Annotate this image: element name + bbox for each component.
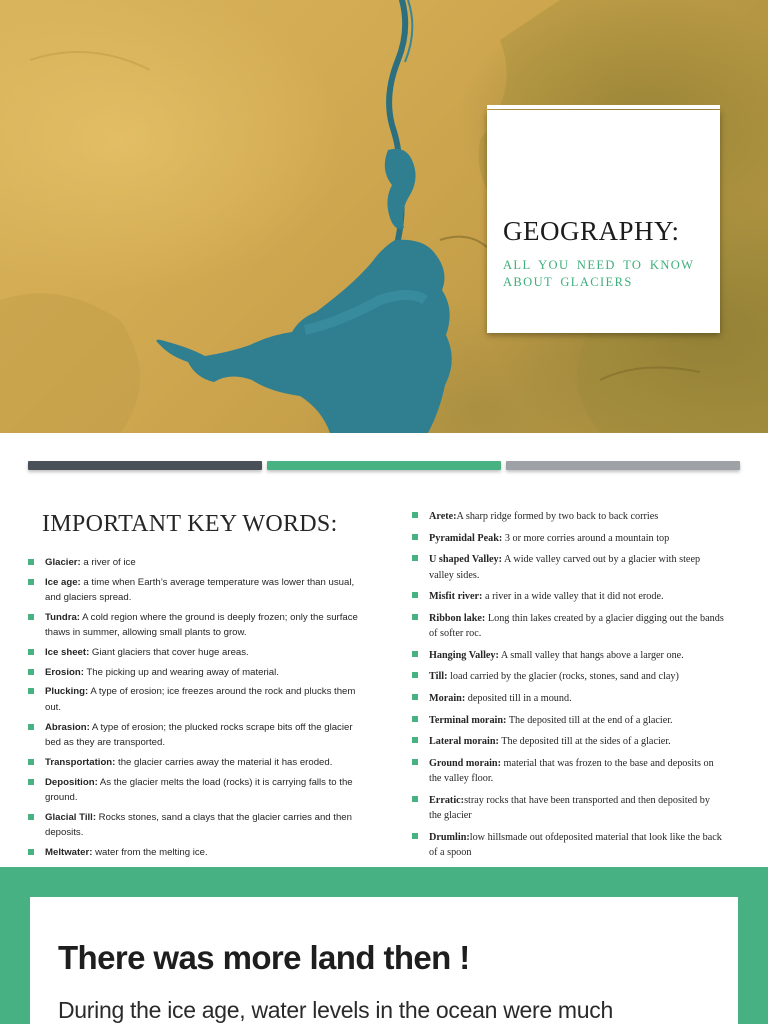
list-item [28, 575, 364, 606]
term: Till: [429, 671, 448, 683]
term: Morain: [429, 692, 466, 704]
bullet-square-icon [412, 694, 418, 700]
list-item [412, 509, 724, 524]
definition: a time when Earth’s average temperature was lower than usual, and glaciers spread. [45, 576, 355, 604]
list-item [28, 645, 364, 661]
list-item [412, 669, 724, 684]
list-item [28, 810, 364, 841]
definition: a river of ice [80, 557, 136, 568]
definition: stray rocks that have been transported and then deposited by the glacier [429, 794, 710, 822]
list-item [412, 691, 724, 706]
list-item [28, 684, 364, 715]
bullet-square-icon [28, 779, 34, 785]
term: Tundra: [45, 611, 80, 623]
definition: deposited till in a mound. [465, 692, 572, 704]
title-slide [0, 0, 768, 433]
list-item [28, 720, 364, 751]
term: Pyramidal Peak: [429, 532, 503, 544]
term: Ice sheet: [45, 647, 90, 659]
title-card-top-rule [487, 105, 720, 109]
list-item [28, 775, 364, 806]
bullet-square-icon [412, 759, 418, 765]
land-text: During the ice age, water levels in the ocean were much [58, 997, 613, 1023]
definition: 3 or more corries around a mountain top [502, 532, 670, 544]
key-words-heading: IMPORTANT KEY WORDS: [42, 511, 338, 537]
bullet-square-icon [28, 649, 34, 655]
lake-shape [156, 240, 451, 433]
bullet-square-icon [28, 724, 34, 730]
bullet-square-icon [28, 669, 34, 675]
bullet-square-icon [28, 614, 34, 620]
list-item [28, 610, 364, 641]
bullet-square-icon [28, 559, 34, 565]
list-item [28, 845, 364, 861]
list-item [412, 713, 724, 728]
term: Plucking: [45, 686, 89, 698]
definition: A type of erosion; ice freezes around the rock and plucks them out. [45, 686, 356, 713]
list-item [412, 830, 724, 861]
term: Ground morain: [429, 757, 501, 769]
term: Ice age: [45, 576, 81, 588]
bullet-square-icon [412, 833, 418, 839]
term: Ribbon lake: [429, 612, 486, 624]
definition: Long thin lakes created by a glacier digging out the bands of softer roc. [429, 612, 724, 640]
bullet-square-icon [412, 614, 418, 620]
term: Erosion: [45, 666, 84, 678]
term: Terminal morain: [429, 714, 507, 726]
term: U shaped Valley: [429, 554, 503, 566]
definition: A small valley that hangs above a larger one. [498, 649, 684, 661]
list-item [28, 555, 364, 571]
list-item [412, 611, 724, 642]
term: Transportation: [45, 756, 116, 768]
bullet-square-icon [28, 579, 34, 585]
content-panel [30, 897, 738, 1024]
list-item [412, 756, 724, 787]
bullet-square-icon [412, 592, 418, 598]
definition: material that was frozen to the base and deposits on the valley floor. [429, 757, 714, 785]
term: Misfit river: [429, 591, 483, 603]
key-words-list-right [412, 509, 724, 867]
bullet-square-icon [412, 796, 418, 802]
key-words-list-left [28, 555, 364, 884]
bullet-square-icon [28, 688, 34, 694]
term: Drumlin: [429, 831, 470, 843]
accent-bar-dark [28, 461, 262, 470]
definition: Rocks stones, sand a clays that the glacier carries and then deposits. [45, 811, 352, 839]
slide-title: GEOGRAPHY: [503, 216, 680, 246]
definition: A wide valley carved out by a glacier with steep valley sides. [429, 554, 701, 581]
land-slide [0, 867, 768, 1024]
land-heading: There was more land then ! [58, 939, 470, 976]
list-item [412, 793, 724, 824]
title-card [487, 110, 720, 333]
definition: A type of erosion; the plucked rocks scrape bits off the glacier bed as they are transported. [45, 721, 353, 749]
bullet-square-icon [412, 716, 418, 722]
bullet-square-icon [412, 534, 418, 540]
definition: The deposited till at the sides of a glacier. [498, 736, 671, 748]
definition: water from the melting ice. [92, 846, 208, 858]
list-item [412, 589, 724, 604]
term: Deposition: [45, 776, 98, 788]
bullet-square-icon [28, 849, 34, 855]
term: Arete: [429, 511, 457, 522]
bullet-square-icon [412, 555, 418, 561]
term: Erratic: [429, 794, 465, 806]
bullet-square-icon [412, 672, 418, 678]
term: Lateral morain: [429, 736, 499, 748]
definition: the glacier carries away the material it has eroded. [115, 756, 333, 768]
definition: a river in a wide valley that it did not erode. [482, 591, 664, 603]
list-item [412, 734, 724, 749]
list-item [28, 665, 364, 681]
list-item [412, 531, 724, 546]
list-item [412, 552, 724, 583]
key-words-slide [0, 433, 768, 867]
definition: As the glacier melts the load (rocks) it is carrying falls to the ground. [45, 776, 353, 803]
definition: The deposited till at the end of a glacier. [506, 714, 673, 726]
accent-bar-green [267, 461, 501, 470]
list-item [28, 755, 364, 771]
bullet-square-icon [412, 512, 418, 518]
definition: load carried by the glacier (rocks, stones, sand and clay) [447, 671, 679, 683]
definition: Giant glaciers that cover huge areas. [89, 647, 249, 659]
definition: low hillsmade out ofdeposited material that look like the back of a spoon [429, 831, 722, 859]
term: Abrasion: [45, 721, 90, 733]
term: Glacier: [45, 557, 81, 568]
term: Hanging Valley: [429, 649, 499, 661]
bullet-square-icon [28, 759, 34, 765]
list-item [412, 648, 724, 663]
accent-bar-gray [506, 461, 740, 470]
slide-subtitle: ALL YOU NEED TO KNOW ABOUT GLACIERS [503, 258, 695, 289]
definition: A sharp ridge formed by two back to back corries [456, 511, 659, 522]
definition: The picking up and wearing away of material. [83, 666, 279, 678]
bullet-square-icon [412, 651, 418, 657]
definition: A cold region where the ground is deeply frozen; only the surface thaws in summer, allowing small plants to grow. [45, 611, 358, 639]
bullet-square-icon [412, 737, 418, 743]
term: Meltwater: [45, 846, 93, 858]
term: Glacial Till: [45, 811, 97, 823]
bullet-square-icon [28, 814, 34, 820]
